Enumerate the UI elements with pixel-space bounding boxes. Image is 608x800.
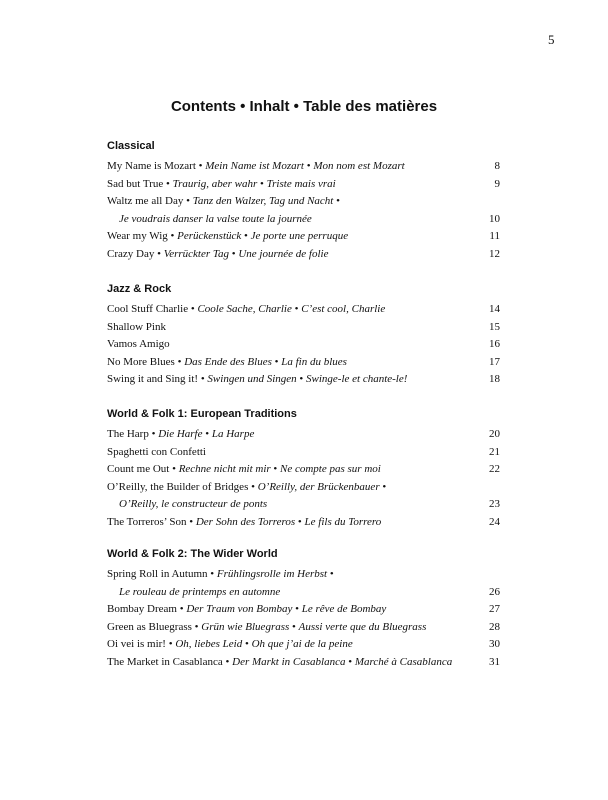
separator: • bbox=[176, 603, 187, 615]
entry-title-en: Sad but True bbox=[107, 177, 164, 190]
section-heading: World & Folk 1: European Traditions bbox=[107, 408, 297, 420]
entry-page-number: 12 bbox=[489, 247, 500, 260]
entry-title-fr: Marché à Casablanca bbox=[354, 655, 453, 668]
entry-title-fr: Le rêve de Bombay bbox=[301, 603, 387, 615]
entry-title-de: Grün wie Bluegrass bbox=[201, 620, 290, 633]
toc-entry[interactable] bbox=[107, 354, 500, 372]
entry-title-fr: O’Reilly, le constructeur de ponts bbox=[119, 498, 268, 510]
entry-title-en: Spring Roll in Autumn bbox=[107, 568, 208, 580]
entry-title-fr: Je porte une perruque bbox=[250, 230, 349, 242]
toc-entry[interactable] bbox=[107, 426, 500, 444]
entry-title-en: Count me Out bbox=[107, 463, 170, 475]
toc-entry[interactable] bbox=[107, 176, 500, 194]
separator: • bbox=[167, 230, 178, 242]
separator: • bbox=[289, 620, 299, 633]
separator: • bbox=[165, 638, 176, 650]
entry-page-number: 27 bbox=[489, 603, 500, 615]
toc-entry[interactable] bbox=[107, 228, 500, 246]
entry-title-de: Swingen und Singen bbox=[207, 373, 297, 385]
entry-title-fr: Mon nom est Mozart bbox=[313, 160, 405, 172]
separator: • bbox=[148, 428, 159, 440]
entry-page-number: 20 bbox=[489, 428, 500, 440]
entry-title-fr: Triste mais vrai bbox=[266, 177, 336, 190]
toc-entry[interactable] bbox=[107, 158, 500, 176]
toc-entry[interactable] bbox=[107, 193, 500, 228]
entry-page-number: 11 bbox=[489, 230, 500, 242]
entry-title-fr: Swinge-le et chante-le! bbox=[306, 373, 408, 385]
entry-page-number: 21 bbox=[489, 445, 500, 458]
separator: • bbox=[202, 428, 212, 440]
separator: • bbox=[257, 177, 267, 190]
entry-page-number: 30 bbox=[489, 638, 500, 650]
toc-entry[interactable] bbox=[107, 514, 500, 532]
separator: • bbox=[169, 463, 179, 475]
entry-title-en: Vamos Amigo bbox=[107, 338, 170, 350]
entry-title-de: Coole Sache, Charlie bbox=[197, 303, 292, 315]
entry-page-number: 8 bbox=[494, 160, 500, 172]
separator: • bbox=[292, 603, 302, 615]
entry-title-en: Green as Bluegrass bbox=[107, 620, 192, 633]
section-jazz-rock bbox=[107, 281, 500, 389]
entry-title-en: O’Reilly, the Builder of Bridges bbox=[107, 480, 249, 493]
entry-title-en: Cool Stuff Charlie bbox=[107, 303, 189, 315]
entry-title-fr: Ne compte pas sur moi bbox=[280, 463, 381, 475]
entry-title-de: Der Traum von Bombay bbox=[186, 603, 293, 615]
toc-entry[interactable] bbox=[107, 336, 500, 354]
entry-title-en: The Torreros’ Son bbox=[107, 515, 187, 528]
section-world-folk-1 bbox=[107, 406, 500, 531]
entry-page-number: 10 bbox=[489, 212, 500, 225]
entry-title-en: Waltz me all Day bbox=[107, 195, 184, 207]
entry-title-de: Der Sohn des Torreros bbox=[195, 515, 296, 528]
entry-title-en: The Harp bbox=[107, 428, 149, 440]
entry-title-de: Die Harfe bbox=[158, 428, 203, 440]
separator: • bbox=[248, 480, 258, 493]
separator: • bbox=[242, 638, 252, 650]
entry-page-number: 31 bbox=[489, 655, 500, 668]
separator: • bbox=[186, 515, 196, 528]
entry-title-en: The Market in Casablanca bbox=[107, 655, 223, 668]
entry-title-de: Verrückter Tag bbox=[163, 247, 229, 260]
toc-entry[interactable] bbox=[107, 654, 500, 672]
toc-entry[interactable] bbox=[107, 319, 500, 337]
toc-entry[interactable] bbox=[107, 461, 500, 479]
separator: • bbox=[271, 355, 282, 368]
entry-title-en: Shallow Pink bbox=[107, 320, 166, 333]
entry-title-de: Traurig, aber wahr bbox=[172, 177, 258, 190]
entry-title-en: Wear my Wig bbox=[107, 230, 168, 242]
entry-page-number: 17 bbox=[489, 355, 500, 368]
separator-end: • bbox=[327, 568, 334, 580]
entry-title-de: Tanz den Walzer, Tag und Nacht bbox=[192, 195, 334, 207]
entry-page-number: 22 bbox=[489, 463, 500, 475]
entry-title-fr: La fin du blues bbox=[281, 355, 347, 368]
entry-title-fr: Le fils du Torrero bbox=[304, 515, 382, 528]
entry-title-fr: Oh que j’ai de la peine bbox=[251, 638, 353, 650]
toc-entry[interactable] bbox=[107, 246, 500, 264]
entry-title-de: Das Ende des Blues bbox=[184, 355, 272, 368]
separator: • bbox=[174, 355, 185, 368]
section-world-folk-2 bbox=[107, 546, 500, 671]
entry-title-fr: La Harpe bbox=[211, 428, 255, 440]
separator: • bbox=[270, 463, 281, 475]
separator: • bbox=[229, 247, 239, 260]
entry-title-en: Swing it and Sing it! bbox=[107, 373, 199, 385]
entry-title-de: Mein Name ist Mozart bbox=[205, 160, 304, 172]
entry-title-en: No More Blues bbox=[107, 355, 175, 368]
entry-page-number: 16 bbox=[489, 338, 500, 350]
page-title: Contents • Inhalt • Table des matières bbox=[170, 98, 438, 115]
toc-entry[interactable] bbox=[107, 301, 500, 319]
separator: • bbox=[222, 655, 233, 668]
separator-end: • bbox=[379, 480, 387, 493]
separator: • bbox=[295, 515, 305, 528]
entry-title-de: Frühlingsrolle im Herbst bbox=[216, 568, 328, 580]
toc-entry[interactable] bbox=[107, 371, 500, 389]
entry-title-de: Oh, liebes Leid bbox=[175, 638, 243, 650]
entry-title-fr: C’est cool, Charlie bbox=[301, 303, 386, 315]
toc-entry[interactable] bbox=[107, 566, 500, 601]
section-classical bbox=[107, 138, 500, 263]
entry-title-de: Der Markt in Casablanca bbox=[232, 655, 346, 668]
entry-title-en: Bombay Dream bbox=[107, 603, 177, 615]
entry-title-de: O’Reilly, der Brückenbauer bbox=[257, 480, 380, 493]
separator: • bbox=[207, 568, 217, 580]
separator: • bbox=[195, 160, 206, 172]
separator: • bbox=[296, 373, 306, 385]
separator: • bbox=[163, 177, 173, 190]
entry-page-number: 18 bbox=[489, 373, 500, 385]
entry-page-number: 28 bbox=[489, 620, 500, 633]
section-heading: Jazz & Rock bbox=[107, 283, 172, 295]
entry-page-number: 26 bbox=[489, 585, 500, 598]
entry-title-fr: Je voudrais danser la valse toute la journée bbox=[119, 212, 312, 225]
entry-title-de: Perückenstück bbox=[177, 230, 242, 242]
entry-page-number: 9 bbox=[494, 177, 500, 190]
toc-entry[interactable] bbox=[107, 619, 500, 637]
entry-page-number: 23 bbox=[489, 498, 500, 510]
toc-entry[interactable] bbox=[107, 444, 500, 462]
separator: • bbox=[198, 373, 208, 385]
separator: • bbox=[183, 195, 193, 207]
toc-entry[interactable] bbox=[107, 636, 500, 654]
entry-title-en: Oi vei is mir! bbox=[107, 638, 166, 650]
entry-page-number: 24 bbox=[489, 515, 500, 528]
section-heading: Classical bbox=[107, 140, 155, 152]
entry-title-fr: Le rouleau de printemps en automne bbox=[119, 585, 281, 598]
entry-page-number: 15 bbox=[489, 320, 500, 333]
entry-title-en: Spaghetti con Confetti bbox=[107, 445, 206, 458]
page-number: 5 bbox=[548, 32, 555, 47]
toc-entry[interactable] bbox=[107, 479, 500, 514]
separator: • bbox=[345, 655, 355, 668]
entry-title-en: My Name is Mozart bbox=[107, 160, 196, 172]
separator: • bbox=[154, 247, 164, 260]
entry-title-en: Crazy Day bbox=[107, 247, 155, 260]
entry-title-fr: Aussi verte que du Bluegrass bbox=[298, 620, 427, 633]
toc-entry[interactable] bbox=[107, 601, 500, 619]
entry-title-de: Rechne nicht mit mir bbox=[178, 463, 271, 475]
separator: • bbox=[241, 230, 251, 242]
separator: • bbox=[191, 620, 202, 633]
separator: • bbox=[188, 303, 198, 315]
separator: • bbox=[303, 160, 314, 172]
entry-page-number: 14 bbox=[489, 303, 500, 315]
separator-end: • bbox=[333, 195, 340, 207]
separator: • bbox=[291, 303, 302, 315]
section-heading: World & Folk 2: The Wider World bbox=[107, 548, 278, 560]
entry-title-fr: Une journée de folie bbox=[238, 247, 329, 260]
